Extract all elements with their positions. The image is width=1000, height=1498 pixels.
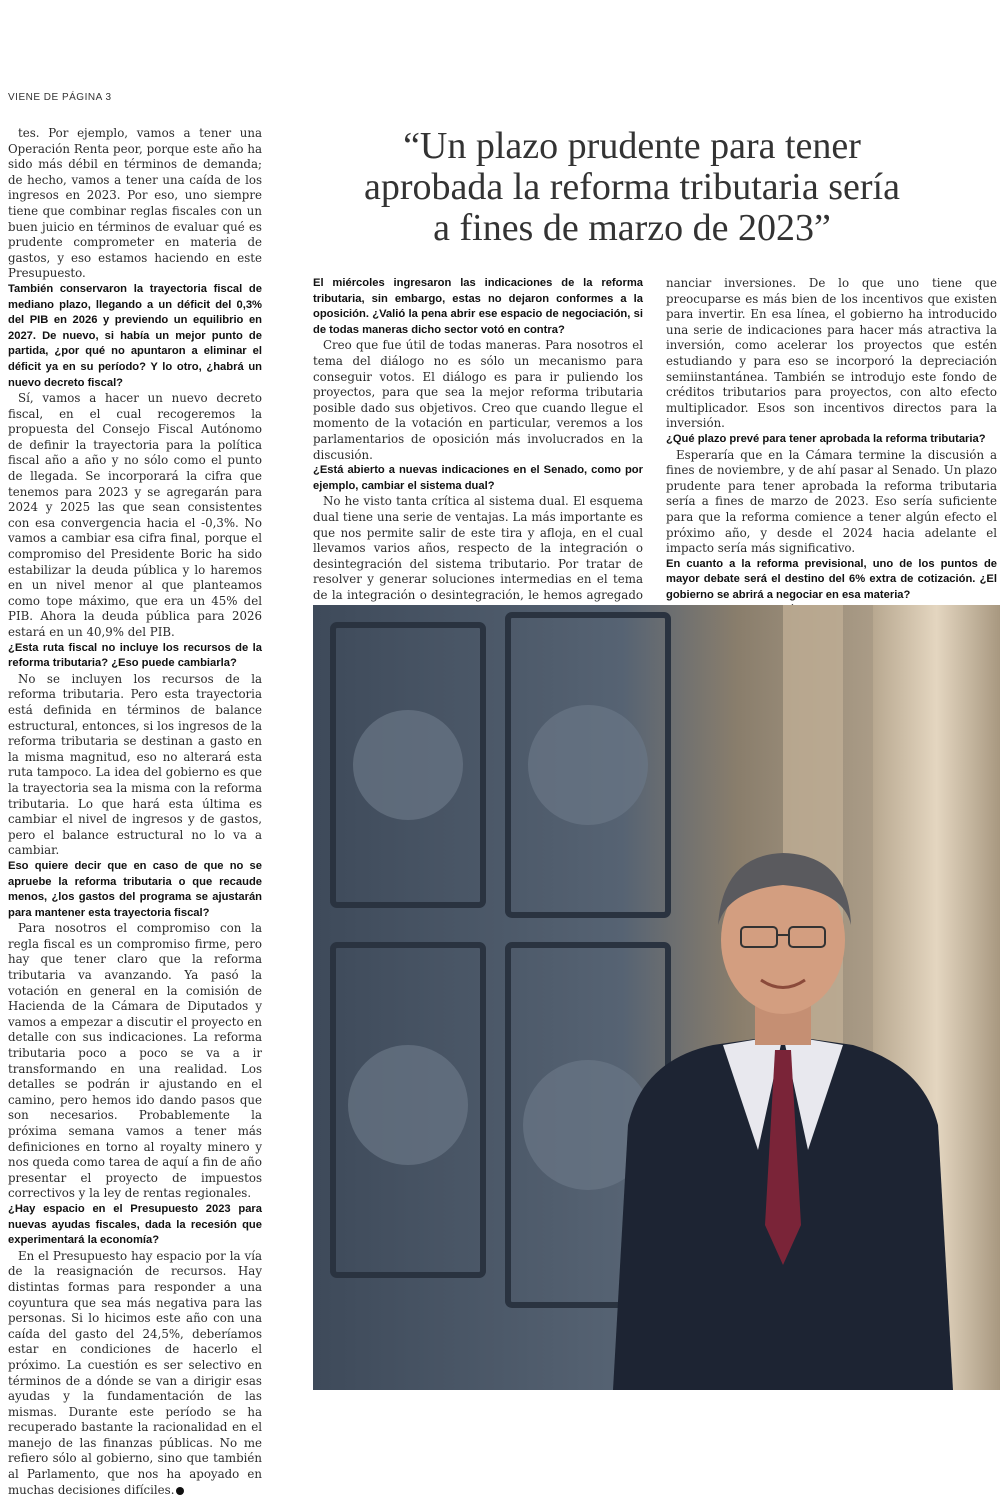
interview-answer: No he visto tanta crítica al sistema dual. El esquema dual tiene una serie de ventajas. La más importante es que nos permite salir de este tira y afloja, en el cual llevamos varios años, respecto de la integración o desintegración del sistema tributario. Por tratar de resolver y generar soluciones intermedias en el tema de la integración o desintegración, le hemos agregado [313,494,643,602]
interview-question: ¿Esta ruta fiscal no incluye los recursos de la reforma tributaria? ¿Eso puede cambiarla? [8,641,262,670]
end-of-article-icon [176,1487,184,1495]
interview-answer: nanciar inversiones. De lo que uno tiene que preocuparse es más bien de los incentivos que existen para invertir. En esa línea, el gobierno ha introducido una serie de indicaciones para hacer más atractiva la inversión, como acelerar los proyectos que estén estudiando y para eso se incorporó la depreciación semiinstantánea. También se introdujo este fondo de créditos tributarios para proyectos, con alto efecto multiplicador. Esos son incentivos directos para la inversión. [666,276,997,431]
interview-question: Eso quiere decir que en caso de que no se apruebe la reforma tributaria o que recaude menos, ¿los gastos del programa se ajustarán para mantener esta trayectoria fiscal? [8,859,262,919]
interview-answer: No se incluyen los recursos de la reforma tributaria. Pero esta trayectoria está definida en términos de balance estructural, entonces, si los ingresos de la reforma tributaria se destinan a gasto en la misma magnitud, eso no alterará esta ruta tampoco. La idea del gobierno es que la trayectoria sea la misma con la reforma tributaria. Lo que hará esta última es cambiar el nivel de ingresos y de gastos, pero el balance estructural no lo va a cambiar. [8,671,262,858]
interview-answer: Creo que fue útil de todas maneras. Para nosotros el tema del diálogo no es sólo un mecanismo para conseguir votos. El diálogo es para ir puliendo los proyectos, para que sea la mejor reforma tributaria posible dado sus objetivos. Creo que cuando llegue el momento de la votación en particular, veremos a los parlamentarios de oposición más involucrados en la discusión. [313,338,643,462]
interview-answer: tes. Por ejemplo, vamos a tener una Operación Renta peor, porque este año ha sido más débil en términos de demanda; de hecho, vamos a tener una caída de los ingresos en 2023. Por eso, uno siempre tiene que combinar reglas fiscales con un buen juicio en términos de evaluar qué es prudente comprometer en materia de gastos, y eso estamos haciendo en este Presupuesto. [8,126,262,281]
interview-answer: En el Presupuesto hay espacio por la vía de la reasignación de recursos. Hay distintas formas para responder a una coyuntura que sea más negativa para las personas. Si lo hicimos este año con una caída del gasto del 24,5%, deberíamos estar en condiciones de hacerlo el próximo. La cuestión es ser selectivo en términos de a dónde se van a dirigir esas ayudas y la fundamentación de las mismas. Durante este período se ha recuperado bastante la racionalidad en el manejo de las finanzas públicas. No me refiero sólo al gobierno, sino que también al Parlamento, que nos ha apoyado en muchas decisiones difíciles. [8,1248,262,1497]
interview-question: ¿Hay espacio en el Presupuesto 2023 para nuevas ayudas fiscales, dada la recesión que experimentará la economía? [8,1202,262,1247]
interview-question: ¿Está abierto a nuevas indicaciones en el Senado, como por ejemplo, cambiar el sistema dual? [313,464,643,492]
minister-photo [313,605,1000,1390]
interview-question: ¿Qué plazo prevé para tener aprobada la reforma tributaria? [666,432,986,445]
continued-from-label: VIENE DE PÁGINA 3 [8,92,112,103]
interview-answer: Esperaría que en la Cámara termine la discusión a fines de noviembre, y de ahí pasar al Senado. Un plazo prudente para tener aprobada la reforma tributaria sería a fines de marzo de 2023. Eso sería suficiente para que la reforma comience a tener algún efecto el próximo año, y desde el 2024 hacia adelante el impacto sería más significativo. [666,447,997,556]
interview-question: El miércoles ingresaron las indicaciones de la reforma tributaria, sin embargo, estas no dejaron conformes a la oposición. ¿Valió la pena abrir ese espacio de negociación, si de todas maneras dicho sector votó en contra? [313,277,643,336]
headline-quote: “Un plazo prudente para tener aprobada la reforma tributaria sería a fines de marzo de 2023” [364,125,900,249]
interview-question: También conservaron la trayectoria fiscal de mediano plazo, llegando a un déficit del 0,3% del PIB en 2026 y previendo un equilibrio en 2027. De nuevo, si había un mejor punto de partida, ¿por qué no apuntaron a eliminar el déficit ya en su período? Y lo otro, ¿habrá un nuevo decreto fiscal? [8,282,262,389]
portrait-illustration [313,605,1000,1390]
article-column-1 [8,126,262,1498]
interview-answer: Sí, vamos a hacer un nuevo decreto fiscal, en el cual recogeremos la propuesta del Consejo Fiscal Autónomo de definir la trayectoria para la política fiscal año a año y no sólo como el punto de llegada. Se incorporará la cifra que tenemos para 2023 y se agregarán para 2024 y 2025 las que sean consistentes con esa convergencia hacia el -0,3%. No vamos a cambiar esa cifra final, porque el compromiso del Presidente Boric ha sido estabilizar la deuda pública y lo haremos en un nivel menor al que planteamos como tope máximo, que era un 45% del PIB. Ahora la deuda pública para 2026 estará en un 40,9% del PIB. [8,391,262,639]
interview-question: En cuanto a la reforma previsional, uno de los puntos de mayor debate será el destino del 6% extra de cotización. ¿El gobierno se abrirá a negociar en esa materia? [666,557,997,601]
interview-answer: Para nosotros el compromiso con la regla fiscal es un compromiso firme, pero hay que tener claro que la reforma tributaria va avanzando. Ya pasó la votación en general en la comisión de Hacienda de la Cámara de Diputados y vamos a empezar a discutir el proyecto en detalle con sus indicaciones. La reforma tributaria poco a poco se va a ir transformando en una realidad. Los detalles se podrán ir ajustando en el camino, pero hemos ido dando pasos que son necesarios. Probablemente la próxima semana vamos a tener más definiciones en torno al royalty minero y nos queda como tarea de aquí a fin de año presentar el proyecto de impuestos correctivos y la ley de rentas regionales. [8,921,262,1201]
